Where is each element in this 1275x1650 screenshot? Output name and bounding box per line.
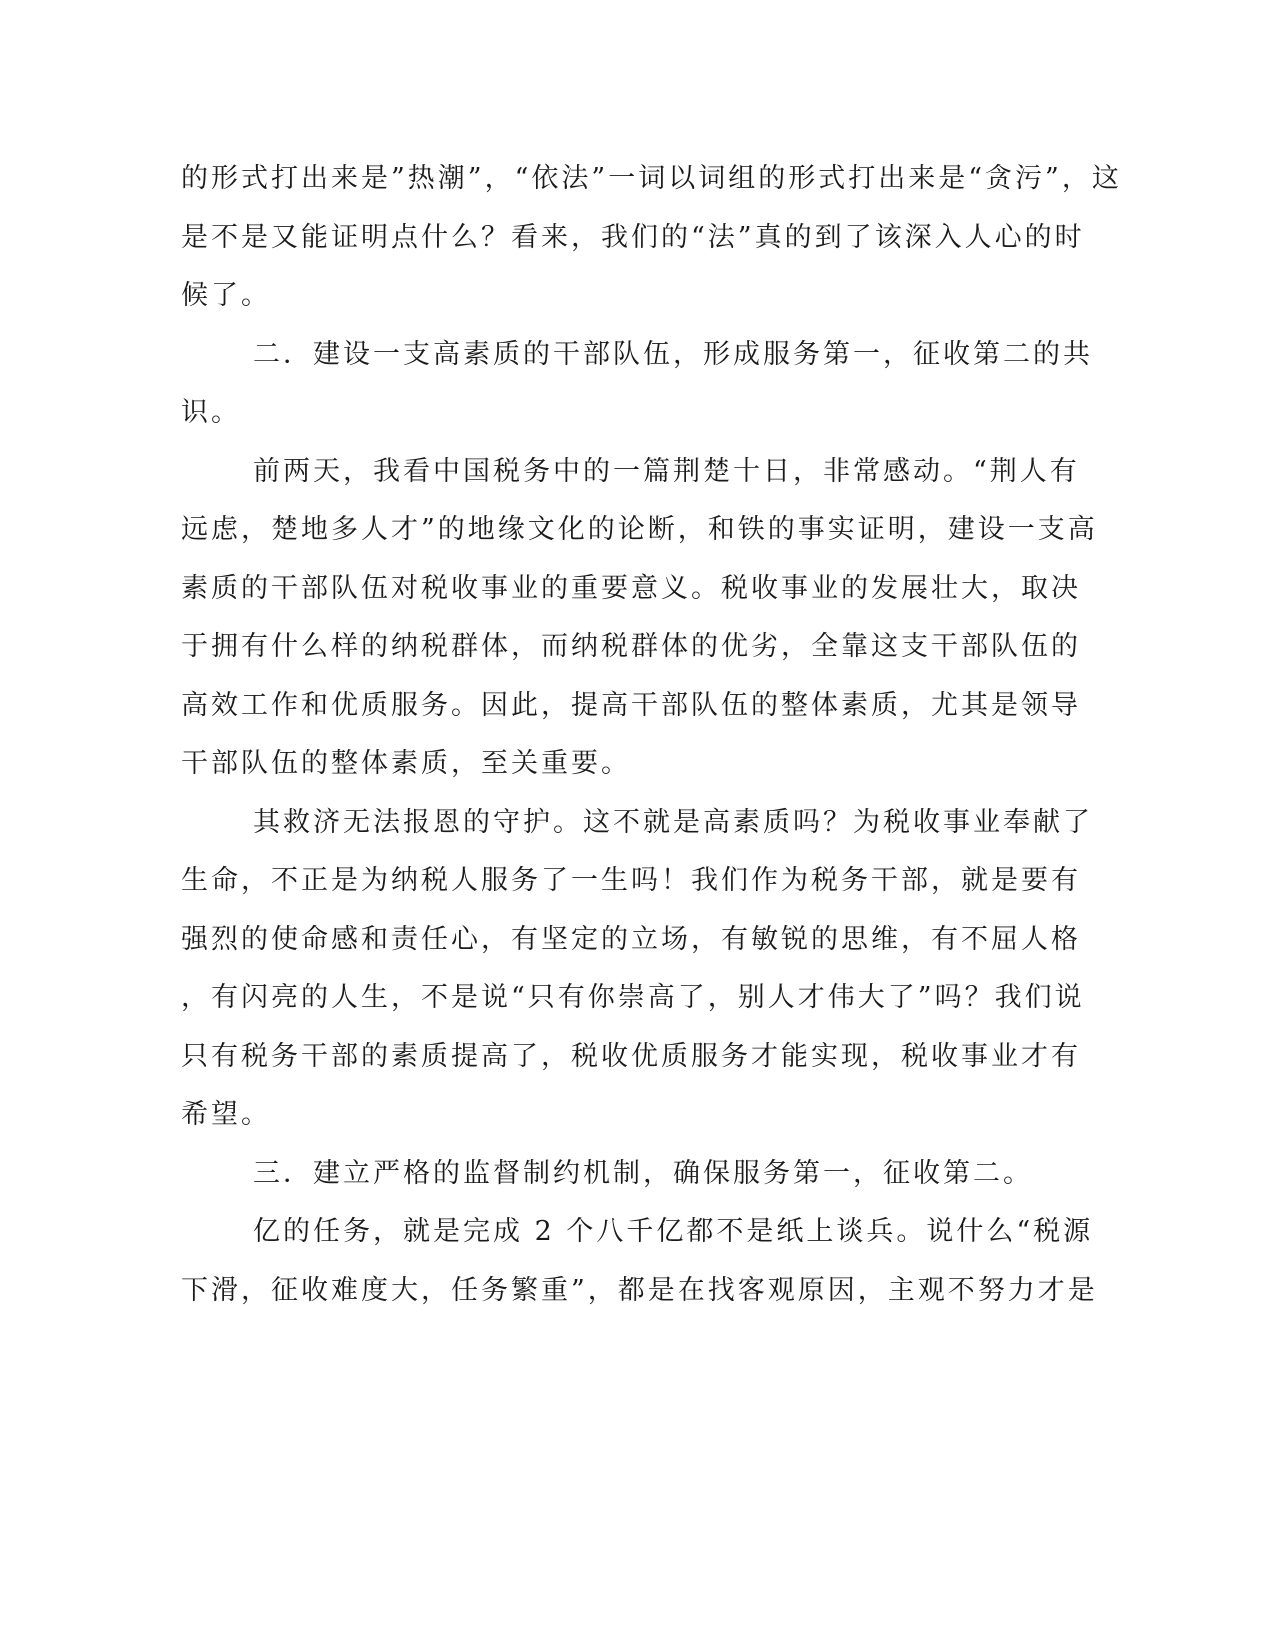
text-line: 识。 (181, 397, 241, 428)
section-heading-2: 二．建设一支高素质的干部队伍，形成服务第一，征收第二的共 (253, 338, 1093, 370)
body-text (181, 150, 1122, 1320)
text-line: 素质的干部队伍对税收事业的重要意义。税收事业的发展壮大，取决 (181, 572, 1081, 604)
text-line: 只有税务干部的素质提高了，税收优质服务才能实现，税收事业才有 (181, 1040, 1081, 1072)
text-line: ，有闪亮的人生，不是说“只有你崇高了，别人才伟大了”吗？我们说 (181, 982, 1085, 1013)
text-line: 候了。 (181, 280, 271, 311)
text-line: 高效工作和优质服务。因此，提高干部队伍的整体素质，尤其是领导 (181, 689, 1081, 721)
text-line: 干部队伍的整体素质，至关重要。 (181, 748, 631, 779)
text-line: 于拥有什么样的纳税群体，而纳税群体的优劣，全靠这支干部队伍的 (181, 631, 1081, 662)
paragraph-start: 前两天，我看中国税务中的一篇荆楚十日，非常感动。“荆人有 (253, 455, 1080, 487)
paragraph-start: 其救济无法报恩的守护。这不就是高素质吗？为税收事业奉献了 (253, 806, 1093, 838)
text-line: 下滑，征收难度大，任务繁重”，都是在找客观原因，主观不努力才是 (181, 1274, 1098, 1306)
text-line: 远虑，楚地多人才”的地缘文化的论断，和铁的事实证明，建设一支高 (181, 514, 1098, 545)
text-line: 生命，不正是为纳税人服务了一生吗！我们作为税务干部，就是要有 (181, 865, 1081, 896)
paragraph-start: 亿的任务，就是完成 2 个八千亿都不是纸上谈兵。说什么“税源 (253, 1216, 1094, 1247)
section-heading-3: 三．建立严格的监督制约机制，确保服务第一，征收第二。 (253, 1157, 1033, 1189)
text-line: 强烈的使命感和责任心，有坚定的立场，有敏锐的思维，有不屈人格 (181, 923, 1081, 955)
text-line: 希望。 (181, 1099, 271, 1130)
text-line: 是不是又能证明点什么？看来，我们的“法”真的到了该深入人心的时 (181, 221, 1085, 253)
text-line: 的形式打出来是”热潮”，“依法”一词以词组的形式打出来是“贪污”，这 (181, 163, 1122, 194)
